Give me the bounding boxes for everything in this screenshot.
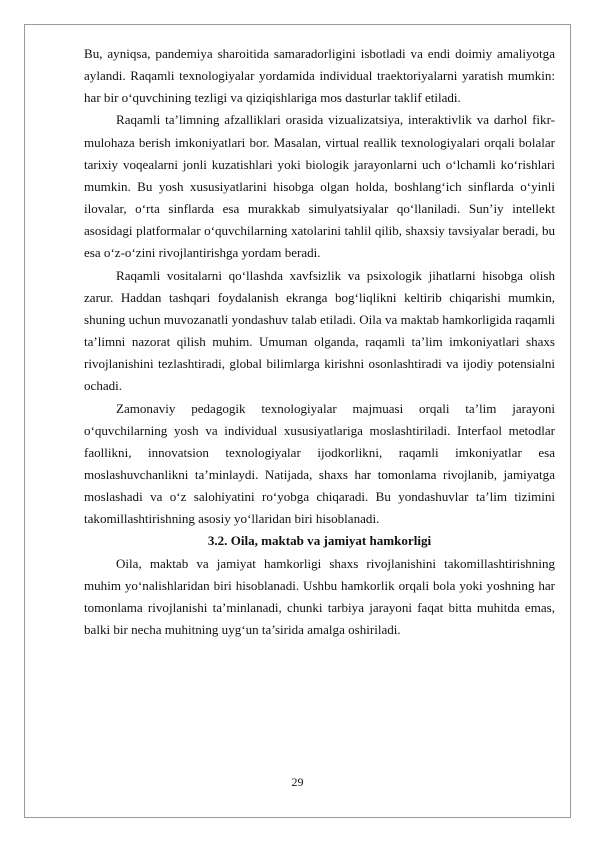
page-body: [84, 43, 555, 641]
paragraph-4: Zamonaviy pedagogik texnologiyalar majmuasi orqali ta’lim jarayoni o‘quvchilarning yosh va individual xususiyatlariga moslashtiriladi. Interfaol metodlar faollikni, innovatsion texnologiyalar ijodkorlikni, raqamli imkoniyatlar esa moslashuvchanlikni ta’minlaydi. Natijada, shaxs har tomonlama rivojlanib, jamiyatga moslashadi va o‘z salohiyatini ro‘yobga chiqaradi. Bu yondashuvlar ta’lim tizimini takomillashtirishning asosiy yo‘llaridan biri hisoblanadi.: [84, 400, 555, 527]
page-number: 29: [291, 775, 304, 789]
paragraph-3: Raqamli vositalarni qo‘llashda xavfsizlik va psixologik jihatlarni hisobga olish zarur. Haddan tashqari foydalanish ekranga bog‘liqlikni keltirib chiqarishi mumkin, shuning uchun muvozanatli yondashuv talab etiladi. Oila va maktab hamkorligida raqamli ta’limni nazorat qilish muhim. Umuman olganda, raqamli ta’lim imkoniyatlari shaxs rivojlanishini tezlashtiradi, global bilimlarga kirishni osonlashtiradi va ijodiy potensialni ochadi.: [84, 267, 555, 394]
paragraph-2: Raqamli ta’limning afzalliklari orasida vizualizatsiya, interaktivlik va darhol fikr-mulohaza berish imkoniyatlari bor. Masalan, virtual reallik texnologiyalari orqali bolalar tarixiy voqealarni jonli kuzatishlari yoki biologik jarayonlarni uch o‘lchamli ko‘rishlari mumkin. Bu yosh xususiyatlarini hisobga olgan holda, boshlang‘ich sinflarda o‘yinli ilovalar, o‘rta sinflarda esa murakkab simulyatsiyalar qo‘llaniladi. Sun’iy intellekt asosidagi platformalar o‘quvchilarning xatolarini tahlil qilib, shaxsiy tavsiyalar beradi, bu esa o‘z-o‘zini rivojlantirishga yordam beradi.: [84, 112, 555, 261]
paragraph-5: Oila, maktab va jamiyat hamkorligi shaxs rivojlanishini takomillashtirishning muhim yo‘nalishlaridan biri hisoblanadi. Ushbu hamkorlik orqali bola yoki yoshning har tomonlama rivojlanishi ta’minlanadi, chunki tarbiya jarayoni faqat bitta muhitda emas, balki bir necha muhitning uyg‘un ta’sirida amalga oshiriladi.: [84, 555, 555, 638]
paragraph-1: Bu, ayniqsa, pandemiya sharoitida samaradorligini isbotladi va endi doimiy amaliyotga aylandi. Raqamli texnologiyalar yordamida individual traektoriyalarni yaratish mumkin: har bir o‘quvchining tezligi va qiziqishlariga mos dasturlar taklif etiladi.: [84, 46, 555, 106]
section-heading: 3.2. Oila, maktab va jamiyat hamkorligi: [207, 533, 432, 549]
